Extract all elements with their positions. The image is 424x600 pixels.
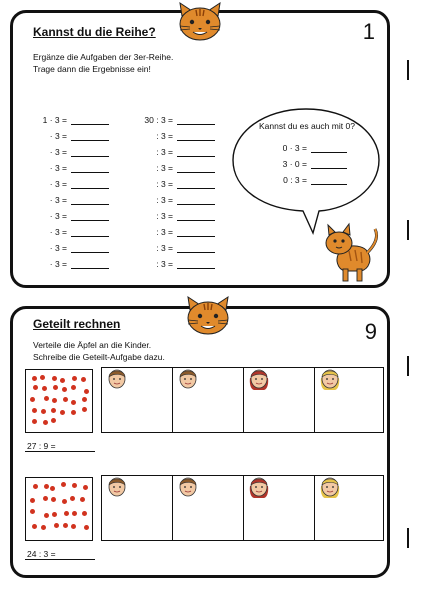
apple-icon bbox=[71, 410, 76, 415]
apple-icon bbox=[50, 486, 55, 491]
side-mark bbox=[407, 356, 409, 376]
apple-icon bbox=[52, 512, 57, 517]
equation-row bbox=[33, 241, 109, 253]
child-face-icon bbox=[319, 366, 341, 395]
equation-text: · 3 = bbox=[49, 163, 67, 173]
apple-icon bbox=[52, 376, 57, 381]
cat-face-icon bbox=[184, 296, 232, 336]
apple-icon bbox=[83, 485, 88, 490]
child-drop-box[interactable] bbox=[172, 367, 244, 433]
answer-blank[interactable] bbox=[71, 210, 109, 221]
equation-row bbox=[135, 225, 215, 237]
equation-text: 0 · 3 = bbox=[282, 143, 307, 153]
child-drop-box[interactable] bbox=[172, 475, 244, 541]
apple-icon bbox=[44, 396, 49, 401]
child-drop-box[interactable] bbox=[101, 367, 173, 433]
card-title: Kannst du die Reihe? bbox=[33, 25, 156, 39]
apple-icon bbox=[41, 409, 46, 414]
bubble-task-row bbox=[275, 157, 347, 169]
apple-icon bbox=[32, 419, 37, 424]
answer-line bbox=[25, 559, 95, 560]
apple-icon bbox=[30, 498, 35, 503]
equation-row bbox=[33, 145, 109, 157]
equation-text: · 3 = bbox=[49, 243, 67, 253]
apple-icon bbox=[32, 376, 37, 381]
side-mark bbox=[407, 60, 409, 80]
bubble-task-row bbox=[275, 141, 347, 153]
apple-icon bbox=[30, 509, 35, 514]
apple-icon bbox=[80, 497, 85, 502]
equation-text: 0 : 3 = bbox=[283, 175, 307, 185]
child-drop-box[interactable] bbox=[243, 367, 315, 433]
equation-row bbox=[33, 225, 109, 237]
answer-blank[interactable] bbox=[311, 142, 347, 153]
side-mark bbox=[407, 528, 409, 548]
equation-text: : 3 = bbox=[156, 147, 173, 157]
apple-icon bbox=[44, 513, 49, 518]
apple-icon bbox=[40, 375, 45, 380]
answer-blank[interactable] bbox=[311, 174, 347, 185]
answer-blank[interactable] bbox=[71, 242, 109, 253]
equation-row bbox=[135, 129, 215, 141]
child-drop-box[interactable] bbox=[243, 475, 315, 541]
answer-blank[interactable] bbox=[71, 162, 109, 173]
equation-text: · 3 = bbox=[49, 147, 67, 157]
apple-icon bbox=[44, 484, 49, 489]
answer-blank[interactable] bbox=[71, 114, 109, 125]
apple-icon bbox=[62, 387, 67, 392]
card-title: Geteilt rechnen bbox=[33, 317, 121, 331]
card-number: 9 bbox=[364, 319, 377, 344]
answer-blank[interactable] bbox=[177, 226, 215, 237]
child-drop-box[interactable] bbox=[314, 367, 384, 433]
apple-icon bbox=[54, 523, 59, 528]
card-multiplication-row bbox=[10, 10, 390, 288]
answer-blank[interactable] bbox=[177, 178, 215, 189]
apple-icon bbox=[30, 397, 35, 402]
apple-icon bbox=[84, 525, 89, 530]
answer-blank[interactable] bbox=[311, 158, 347, 169]
apple-icon bbox=[32, 408, 37, 413]
apple-icon bbox=[71, 524, 76, 529]
child-face-icon bbox=[248, 366, 270, 395]
apple-icon bbox=[82, 407, 87, 412]
answer-blank[interactable] bbox=[71, 194, 109, 205]
equation-text: · 3 = bbox=[49, 195, 67, 205]
apple-icon bbox=[72, 483, 77, 488]
apple-icon bbox=[84, 389, 89, 394]
child-drop-box[interactable] bbox=[314, 475, 384, 541]
instruction-line: Verteile die Äpfel an die Kinder. bbox=[33, 340, 152, 350]
apple-icon bbox=[72, 511, 77, 516]
equation-row bbox=[33, 177, 109, 189]
child-drop-box[interactable] bbox=[101, 475, 173, 541]
child-face-icon bbox=[319, 474, 341, 503]
apple-box bbox=[25, 477, 93, 541]
equation-row bbox=[135, 241, 215, 253]
apple-icon bbox=[43, 496, 48, 501]
equation-text: : 3 = bbox=[156, 195, 173, 205]
apple-icon bbox=[70, 496, 75, 501]
apple-icon bbox=[60, 410, 65, 415]
apple-icon bbox=[51, 408, 56, 413]
answer-blank[interactable] bbox=[177, 242, 215, 253]
instruction-line: Trage dann die Ergebnisse ein! bbox=[33, 64, 151, 74]
child-face-icon bbox=[177, 366, 199, 395]
instructions bbox=[33, 51, 173, 75]
cat-icon bbox=[321, 219, 383, 283]
apple-icon bbox=[82, 397, 87, 402]
answer-blank[interactable] bbox=[177, 114, 215, 125]
answer-blank[interactable] bbox=[71, 178, 109, 189]
answer-blank[interactable] bbox=[177, 210, 215, 221]
side-mark bbox=[407, 220, 409, 240]
equation-text: · 3 = bbox=[49, 131, 67, 141]
bubble-question: Kannst du es auch mit 0? bbox=[259, 121, 355, 131]
apple-icon bbox=[42, 386, 47, 391]
answer-blank[interactable] bbox=[71, 146, 109, 157]
answer-blank[interactable] bbox=[177, 146, 215, 157]
apple-icon bbox=[43, 420, 48, 425]
bubble-task-row bbox=[275, 173, 347, 185]
card-number: 1 bbox=[362, 19, 375, 44]
equation-text: · 3 = bbox=[49, 227, 67, 237]
equation-text: : 3 = bbox=[156, 131, 173, 141]
apple-icon bbox=[81, 377, 86, 382]
equation-row bbox=[135, 113, 215, 125]
equation-text: · 3 = bbox=[49, 211, 67, 221]
equation-row bbox=[135, 177, 215, 189]
apple-icon bbox=[62, 499, 67, 504]
equation-row bbox=[33, 193, 109, 205]
answer-blank[interactable] bbox=[71, 226, 109, 237]
answer-blank[interactable] bbox=[71, 130, 109, 141]
instruction-line: Ergänze die Aufgaben der 3er-Reihe. bbox=[33, 52, 174, 62]
equation-text: : 3 = bbox=[156, 227, 173, 237]
child-face-icon bbox=[106, 366, 128, 395]
answer-line bbox=[25, 451, 95, 452]
child-face-icon bbox=[177, 474, 199, 503]
equation-text: : 3 = bbox=[156, 163, 173, 173]
apple-icon bbox=[61, 482, 66, 487]
equation-row bbox=[135, 161, 215, 173]
apple-icon bbox=[64, 511, 69, 516]
equation-row bbox=[33, 129, 109, 141]
task-text: 24 : 3 = bbox=[27, 549, 56, 559]
apple-icon bbox=[82, 511, 87, 516]
equation-row bbox=[135, 193, 215, 205]
apple-icon bbox=[63, 397, 68, 402]
equation-text: · 3 = bbox=[49, 259, 67, 269]
answer-blank[interactable] bbox=[71, 258, 109, 269]
answer-blank[interactable] bbox=[177, 258, 215, 269]
answer-blank[interactable] bbox=[177, 130, 215, 141]
equation-row bbox=[33, 209, 109, 221]
apple-icon bbox=[52, 398, 57, 403]
equation-text: : 3 = bbox=[156, 259, 173, 269]
equation-row bbox=[135, 209, 215, 221]
equation-text: : 3 = bbox=[156, 243, 173, 253]
apple-icon bbox=[60, 378, 65, 383]
apple-icon bbox=[51, 497, 56, 502]
equation-row bbox=[135, 257, 215, 269]
instruction-line: Schreibe die Geteilt-Aufgabe dazu. bbox=[33, 352, 165, 362]
apple-icon bbox=[72, 376, 77, 381]
instructions bbox=[33, 339, 165, 363]
apple-icon bbox=[51, 418, 56, 423]
equation-text: 1 · 3 = bbox=[42, 115, 67, 125]
answer-blank[interactable] bbox=[177, 162, 215, 173]
equation-text: : 3 = bbox=[156, 211, 173, 221]
apple-icon bbox=[71, 385, 76, 390]
equation-text: : 3 = bbox=[156, 179, 173, 189]
apple-icon bbox=[32, 524, 37, 529]
apple-icon bbox=[53, 385, 58, 390]
child-face-icon bbox=[248, 474, 270, 503]
equation-text: 3 · 0 = bbox=[282, 159, 307, 169]
equation-row bbox=[33, 113, 109, 125]
task-text: 27 : 9 = bbox=[27, 441, 56, 451]
answer-blank[interactable] bbox=[177, 194, 215, 205]
equation-row bbox=[33, 161, 109, 173]
apple-box bbox=[25, 369, 93, 433]
apple-icon bbox=[33, 484, 38, 489]
apple-icon bbox=[33, 385, 38, 390]
apple-icon bbox=[63, 523, 68, 528]
cat-face-icon bbox=[176, 2, 224, 42]
card-division bbox=[10, 306, 390, 578]
apple-icon bbox=[71, 400, 76, 405]
apple-icon bbox=[41, 525, 46, 530]
equation-row bbox=[33, 257, 109, 269]
equation-text: · 3 = bbox=[49, 179, 67, 189]
equation-row bbox=[135, 145, 215, 157]
child-face-icon bbox=[106, 474, 128, 503]
equation-text: 30 : 3 = bbox=[144, 115, 173, 125]
